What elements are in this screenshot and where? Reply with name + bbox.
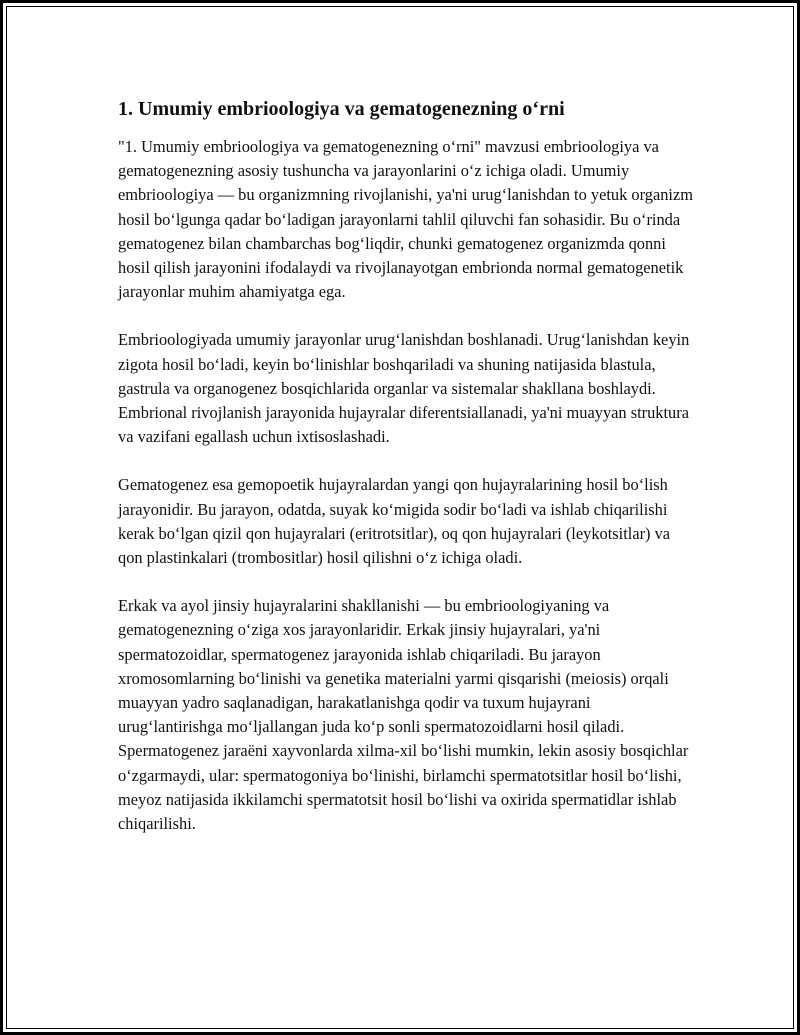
- section-heading: 1. Umumiy embrioologiya va gematogenezning o‘rni: [118, 98, 565, 120]
- paragraph-intro: "1. Umumiy embrioologiya va gematogenezning o‘rni" mavzusi embrioologiya va gematogenezning asosiy tushuncha va jarayonlarini o‘z ichiga oladi. Umumiy embrioologiya — bu organizmning rivojlanishi, ya'ni urug‘lanishdan to yetuk organizm hosil bo‘lgunga qadar bo‘ladigan jarayonlarni tahlil qiluvchi fan sohasidir. Bu o‘rinda gematogenez bilan chambarchas bog‘liqdir, chunki gematogenez organizmda qonni hosil qilish jarayonini ifodalaydi va rivojlanayotgan embrionda normal gematogenetik jarayonlar muhim ahamiyatga ega.: [118, 137, 694, 302]
- paragraph-hematogenesis: Gematogenez esa gemopoetik hujayralardan yangi qon hujayralarining hosil bo‘lish jarayonidir. Bu jarayon, odatda, suyak ko‘migida sodir bo‘ladi va ishlab chiqarilishi kerak bo‘lgan qizil qon hujayralari (eritrotsitlar), oq qon hujayralari (leykotsitlar) va qon plastinkalari (trombositlar) hosil qilishni o‘z ichiga oladi.: [118, 475, 671, 568]
- document-body: [118, 95, 698, 860]
- paragraph-embryology: Embrioologiyada umumiy jarayonlar urug‘lanishdan boshlanadi. Urug‘lanishdan keyin zigota hosil bo‘ladi, keyin bo‘linishlar boshqariladi va shuning natijasida blastula, gastrula va organogenez bosqichlarida organlar va sistemalar shakllana boshlaydi. Embrional rivojlanish jarayonida hujayralar diferentsiallanadi, ya'ni muayyan struktura va vazifani egallash uchun ixtisoslashadi.: [118, 330, 690, 447]
- paragraph-germ-cells: Erkak va ayol jinsiy hujayralarini shakllanishi — bu embrioologiyaning va gematogenezning o‘ziga xos jarayonlaridir. Erkak jinsiy hujayralari, ya'ni spermatozoidlar, spermatogenez jarayonida ishlab chiqariladi. Bu jarayon xromosomlarning bo‘linishi va genetika materialni yarmi qisqarishi (meiosis) orqali muayyan yadro saqlanadigan, harakatlanishga qodir va tuxum hujayrani urug‘lantirishga mo‘ljallangan juda ko‘p sonli spermatozoidlarni hosil qiladi. Spermatogenez jaraëni xayvonlarda xilma-xil bo‘lishi mumkin, lekin asosiy bosqichlar o‘zgarmaydi, ular: spermatogoniya bo‘linishi, birlamchi spermatotsitlar hosil bo‘lishi, meyoz natijasida ikkilamchi spermatotsit hosil bo‘lishi va oxirida spermatidlar ishlab chiqarilishi.: [118, 596, 689, 834]
